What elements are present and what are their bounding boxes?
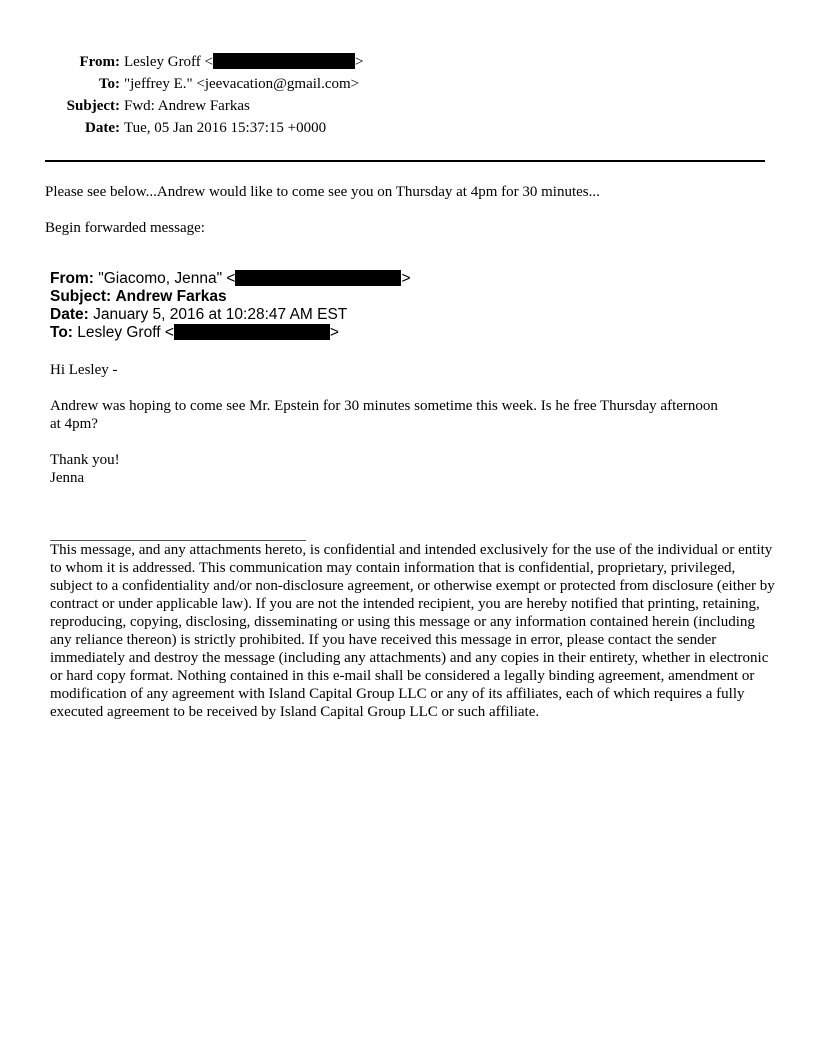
- forwarded-to-value: Lesley Groff <: [77, 324, 174, 341]
- forwarded-subject-value: Andrew Farkas: [115, 288, 227, 305]
- intro-line: Please see below...Andrew would like to come see you on Thursday at 4pm for 30 minutes...: [45, 184, 600, 200]
- header-from-name: Lesley Groff <: [124, 54, 213, 70]
- forwarded-to-label: To:: [50, 324, 73, 341]
- forward-notice: Begin forwarded message:: [45, 220, 205, 236]
- header-date-value: Tue, 05 Jan 2016 15:37:15 +0000: [124, 120, 327, 136]
- header-date-row: [0, 118, 816, 138]
- header-subject-value: Fwd: Andrew Farkas: [124, 98, 250, 114]
- forwarded-to-close: >: [329, 324, 339, 341]
- header-to-label: To:: [98, 76, 120, 92]
- header-from-row: [0, 52, 816, 72]
- redacted-email: [213, 53, 355, 69]
- header-to-row: [0, 74, 816, 94]
- confidentiality-disclaimer: This message, and any attachments hereto, is confidential and intended exclusively for the use of the individual or entity to whom it is addressed. This communication may contain information that is confidential, proprietary, privileged, subject to a confidentiality and/or non-disclosure agreement, or otherwise exempt or protected from disclosure (either by contract or under applicable law). If you are not the intended recipient, you are hereby notified that printing, retaining, reproducing, copying, disclosing, disseminating or using this message or any information contained herein (including any reliance thereon) is strictly prohibited. If you have received this message in error, please contact the sender immediately and destroy the message (including any attachments) and any copies in their entirety, whether in electronic or hard copy format. Nothing contained in this e-mail shall be considered a legally binding agreement, amendment or modification of any agreement with Island Capital Group LLC or any of its affiliates, each of which requires a fully executed agreement to be received by Island Capital Group LLC or such affiliate.: [50, 542, 775, 720]
- forwarded-from-row: [50, 270, 411, 288]
- header-subject-label: Subject:: [66, 98, 120, 114]
- signature: Jenna: [50, 470, 85, 486]
- redacted-email: [174, 324, 330, 340]
- header-from-value: [124, 52, 363, 72]
- header-from-close: >: [355, 54, 364, 70]
- forwarded-date-label: Date:: [50, 306, 89, 323]
- message-body: Andrew was hoping to come see Mr. Epstein for 30 minutes sometime this week. Is he free Thursday afternoon at 4pm?: [50, 398, 718, 432]
- forwarded-date-value: January 5, 2016 at 10:28:47 AM EST: [93, 306, 348, 323]
- header-date-label: Date:: [85, 120, 120, 136]
- forwarded-subject-row: [50, 288, 227, 306]
- forwarded-subject-label: Subject:: [50, 288, 112, 305]
- greeting: Hi Lesley -: [50, 362, 118, 378]
- header-subject-row: [0, 96, 816, 116]
- forwarded-from-label: From:: [50, 270, 94, 287]
- header-divider: [45, 160, 765, 162]
- redacted-email: [235, 270, 401, 286]
- forwarded-from-value: "Giacomo, Jenna" <: [98, 270, 236, 287]
- header-to-value: "jeffrey E." <jeevacation@gmail.com>: [124, 76, 360, 92]
- forwarded-date-row: [50, 306, 347, 324]
- thanks-line: Thank you!: [50, 452, 120, 468]
- header-from-label: From:: [79, 54, 120, 70]
- forwarded-to-row: [50, 324, 339, 342]
- forwarded-from-close: >: [401, 270, 411, 287]
